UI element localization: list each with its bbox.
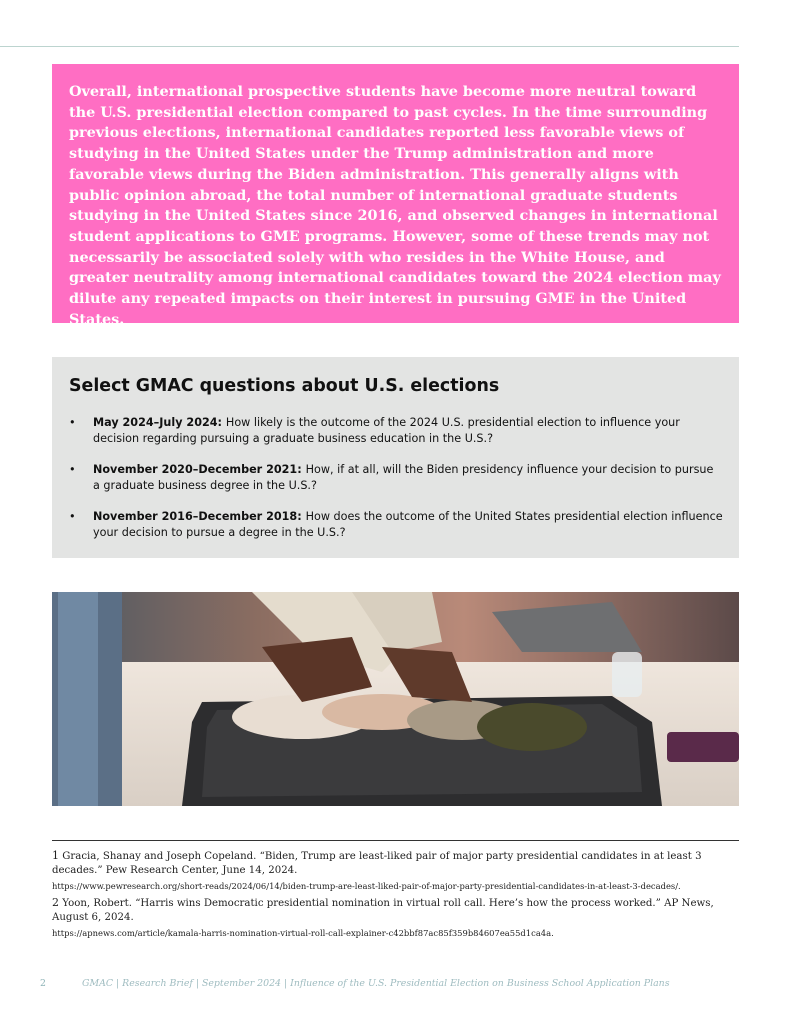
footnote-1-url[interactable]: https://www.pewresearch.org/short-reads/2024/06/14/biden-trump-are-least-liked-pair-of-major-party-presidential-candidates-in-at-least-3-decades/. — [52, 881, 681, 891]
question-period: May 2024–July 2024: — [93, 416, 226, 429]
page-footer — [40, 978, 740, 989]
question-item — [69, 462, 723, 494]
summary-callout — [52, 64, 739, 328]
question-item — [69, 415, 723, 447]
top-divider — [0, 46, 739, 47]
footnote-text: Gracia, Shanay and Joseph Copeland. “Biden, Trump are least-liked pair of major party presidential candidates in at least 3 decades.” Pew Research Center, June 14, 2024. — [52, 851, 702, 876]
question-text: How likely is the outcome of the 2024 U.S. presidential election to influence your decision regarding pursuing a graduate business education in the U.S.? — [93, 416, 680, 445]
footnote-2-url[interactable]: https://apnews.com/article/kamala-harris-nomination-virtual-roll-call-explainer-c42bbf87ac85f359b84607ea55d1ca4a. — [52, 928, 554, 938]
bullet-icon: • — [69, 510, 76, 523]
running-title: GMAC | Research Brief | September 2024 | Influence of the U.S. Presidential Election on Business School Application Plans — [82, 978, 670, 989]
question-period: November 2020–December 2021: — [93, 463, 306, 476]
questions-list — [69, 415, 723, 541]
page-number: 2 — [40, 978, 46, 989]
bullet-icon: • — [69, 416, 76, 429]
question-text: How does the outcome of the United States presidential election influence your decision to pursue a degree in the U.S.? — [93, 510, 723, 539]
questions-title: Select GMAC questions about U.S. elections — [69, 376, 500, 396]
questions-box — [52, 357, 739, 558]
question-period: November 2016–December 2018: — [93, 510, 306, 523]
footnote-2 — [52, 896, 739, 925]
footnotes — [52, 849, 739, 943]
question-text: How, if at all, will the Biden presidency influence your decision to pursue a graduate business degree in the U.S.? — [93, 463, 714, 492]
footnote-1 — [52, 849, 739, 878]
packing-suitcase-photo — [52, 592, 739, 806]
question-item — [69, 509, 723, 541]
footnote-divider — [52, 840, 739, 841]
summary-text: Overall, international prospective students have become more neutral toward the U.S. presidential election compared to past cycles. In the time surrounding previous elections, international candidates reported less favorable views of studying in the United States under the Trump administration and more favorable views during the Biden administration. This generally aligns with public opinion abroad, the total number of international graduate students studying in the United States since 2016, and observed changes in international student applications to GME programs. However, some of these trends may not necessarily be associated solely with who resides in the White House, and greater neutrality among international candidates toward the 2024 election may dilute any repeated impacts on their interest in pursuing GME in the United States. — [69, 83, 721, 328]
footnote-number: 2 — [52, 896, 59, 909]
footnote-number: 1 — [52, 849, 59, 862]
footnote-text: Yoon, Robert. “Harris wins Democratic presidential nomination in virtual roll call. Here’s how the process worked.” AP News, August 6, 2024. — [52, 898, 714, 923]
bullet-icon: • — [69, 463, 76, 476]
